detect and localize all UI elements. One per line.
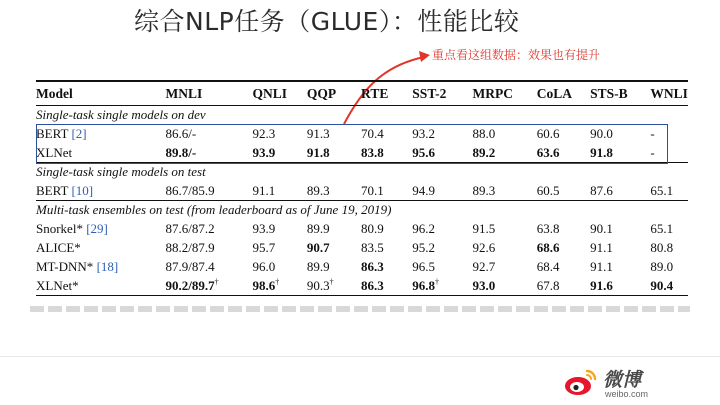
- score-value: 89.9: [306, 221, 330, 236]
- score-value: 98.6: [252, 278, 276, 293]
- score-cell: [412, 257, 472, 276]
- score-cell: [650, 238, 688, 257]
- section-heading: Multi-task ensembles on test (from leaderboard as of June 19, 2019): [36, 202, 392, 217]
- score-value: 92.6: [472, 240, 496, 255]
- score-cell: [361, 219, 412, 238]
- score-cell: [650, 276, 688, 296]
- caption-cutoff: [30, 306, 690, 312]
- score-cell: [537, 276, 590, 296]
- score-value: -: [650, 126, 655, 141]
- score-value: -: [650, 145, 655, 160]
- table-header-row: [36, 81, 688, 106]
- score-cell: [166, 257, 253, 276]
- score-cell: [412, 238, 472, 257]
- score-value: 90.0: [590, 126, 613, 141]
- column-header: RTE: [361, 86, 389, 101]
- section-ensembles: [36, 201, 688, 296]
- score-cell: [252, 238, 306, 257]
- section-heading-row: [36, 163, 688, 182]
- column-header: QQP: [306, 86, 337, 101]
- score-value: 90.7: [306, 240, 330, 255]
- score-cell: [537, 257, 590, 276]
- model-name: BERT: [36, 126, 72, 141]
- score-cell: [307, 181, 361, 201]
- score-value: 91.1: [590, 259, 613, 274]
- score-cell: [472, 219, 536, 238]
- score-value: 86.7/85.9: [165, 183, 215, 198]
- score-value: 70.1: [361, 183, 384, 198]
- model-name-cell: [36, 257, 166, 276]
- score-value: 90.3: [306, 278, 330, 293]
- section-heading: Single-task single models on test: [36, 164, 206, 179]
- score-value: 89.0: [650, 259, 674, 274]
- dagger-mark: †: [329, 277, 334, 287]
- score-cell: [650, 181, 688, 201]
- column-header: SST-2: [412, 86, 447, 101]
- score-value: 63.8: [536, 221, 560, 236]
- table-row: [36, 238, 688, 257]
- weibo-url: weibo.com: [605, 389, 649, 399]
- highlight-box: [36, 124, 668, 164]
- score-cell: [590, 276, 650, 296]
- score-value: 68.4: [536, 259, 560, 274]
- table-row: [36, 219, 688, 238]
- score-cell: [166, 181, 253, 201]
- slide-title: 综合NLP任务（GLUE）：性能比较: [134, 7, 520, 36]
- score-cell: [537, 181, 590, 201]
- score-cell: [307, 238, 361, 257]
- score-value: 86.6/-: [165, 126, 197, 141]
- score-value: 91.5: [472, 221, 496, 236]
- score-value: 95.6: [412, 145, 436, 160]
- score-value: 68.6: [536, 240, 560, 255]
- score-value: 91.8: [306, 145, 330, 160]
- score-cell: [252, 181, 306, 201]
- annotation-note: 重点看这组数据：效果也有提升: [432, 48, 601, 62]
- score-value: 91.1: [590, 240, 613, 255]
- score-value: 88.2/87.9: [165, 240, 215, 255]
- score-cell: [590, 257, 650, 276]
- score-cell: [650, 257, 688, 276]
- citation-link[interactable]: [18]: [96, 259, 119, 274]
- score-value: 80.8: [650, 240, 674, 255]
- score-value: 92.7: [472, 259, 496, 274]
- score-cell: [307, 219, 361, 238]
- score-value: 91.1: [252, 183, 276, 198]
- score-value: 90.1: [590, 221, 613, 236]
- score-cell: [590, 181, 650, 201]
- score-cell: [472, 181, 536, 201]
- score-value: 95.7: [252, 240, 276, 255]
- table-row: [36, 276, 688, 296]
- score-value: 89.2: [472, 145, 496, 160]
- score-value: 94.9: [412, 183, 436, 198]
- score-cell: [472, 257, 536, 276]
- score-value: 93.9: [252, 145, 276, 160]
- score-value: 90.2/89.7: [165, 278, 215, 293]
- model-name: MT-DNN*: [36, 259, 97, 274]
- model-name-cell: [36, 238, 166, 257]
- model-name: XLNet*: [36, 278, 79, 293]
- score-cell: [412, 181, 472, 201]
- score-value: 86.3: [361, 278, 384, 293]
- score-value: 96.5: [412, 259, 436, 274]
- dagger-mark: †: [435, 277, 440, 287]
- score-cell: [472, 238, 536, 257]
- model-name-cell: [36, 276, 166, 296]
- score-value: 96.0: [252, 259, 276, 274]
- table-row: [36, 181, 688, 201]
- footer-divider: [0, 356, 720, 357]
- score-value: 87.6/87.2: [165, 221, 215, 236]
- score-value: 90.4: [650, 278, 674, 293]
- score-value: 93.2: [412, 126, 436, 141]
- score-cell: [361, 257, 412, 276]
- score-value: 80.9: [361, 221, 384, 236]
- score-cell: [166, 219, 253, 238]
- table-row: [36, 257, 688, 276]
- weibo-logo-icon: [563, 367, 597, 397]
- column-header: CoLA: [536, 86, 572, 101]
- score-cell: [537, 219, 590, 238]
- score-cell: [307, 276, 361, 296]
- column-header: MNLI: [165, 86, 203, 101]
- score-cell: [650, 219, 688, 238]
- weibo-watermark: [563, 365, 713, 403]
- score-value: 89.9: [306, 259, 330, 274]
- score-value: 95.2: [412, 240, 436, 255]
- score-value: 70.4: [361, 126, 384, 141]
- score-value: 65.1: [650, 221, 674, 236]
- dagger-mark: †: [214, 277, 219, 287]
- score-value: 67.8: [536, 278, 560, 293]
- score-value: 87.9/87.4: [165, 259, 215, 274]
- weibo-name: 微博: [603, 369, 642, 391]
- citation-link[interactable]: [2]: [71, 126, 87, 141]
- column-header: QNLI: [252, 86, 287, 101]
- glue-results-table: [36, 80, 688, 296]
- score-value: 89.8/-: [165, 145, 197, 160]
- score-value: 60.6: [536, 126, 560, 141]
- section-heading-row: [36, 106, 688, 125]
- dagger-mark: †: [275, 277, 280, 287]
- score-cell: [590, 219, 650, 238]
- score-value: 60.5: [536, 183, 560, 198]
- model-name-cell: [36, 181, 166, 201]
- score-value: 91.6: [590, 278, 613, 293]
- column-header: STS-B: [590, 86, 628, 101]
- score-cell: [252, 257, 306, 276]
- column-header: Model: [36, 86, 73, 101]
- score-cell: [307, 257, 361, 276]
- score-value: 63.6: [536, 145, 560, 160]
- score-cell: [361, 238, 412, 257]
- score-value: 91.8: [590, 145, 613, 160]
- model-name-cell: [36, 219, 166, 238]
- score-cell: [252, 276, 306, 296]
- score-value: 89.3: [472, 183, 496, 198]
- score-cell: [537, 238, 590, 257]
- model-name: ALICE*: [36, 240, 81, 255]
- section-heading-row: [36, 201, 688, 220]
- citation-link[interactable]: [29]: [86, 221, 108, 236]
- model-name: XLNet: [36, 145, 73, 160]
- score-cell: [166, 276, 253, 296]
- model-name: Snorkel*: [36, 221, 87, 236]
- score-cell: [252, 219, 306, 238]
- section-heading: Single-task single models on dev: [36, 107, 206, 122]
- score-value: 87.6: [590, 183, 613, 198]
- model-name: BERT: [36, 183, 72, 198]
- score-value: 96.8: [412, 278, 436, 293]
- score-value: 83.8: [361, 145, 384, 160]
- citation-link[interactable]: [10]: [71, 183, 94, 198]
- score-value: 86.3: [361, 259, 384, 274]
- score-value: 91.3: [306, 126, 330, 141]
- score-cell: [166, 238, 253, 257]
- score-cell: [412, 219, 472, 238]
- score-value: 93.0: [472, 278, 496, 293]
- score-value: 96.2: [412, 221, 436, 236]
- section-test: [36, 163, 688, 201]
- column-header: WNLI: [650, 86, 688, 101]
- score-cell: [361, 181, 412, 201]
- score-cell: [361, 276, 412, 296]
- column-header: MRPC: [472, 86, 513, 101]
- score-value: 89.3: [306, 183, 330, 198]
- score-value: 88.0: [472, 126, 496, 141]
- score-value: 92.3: [252, 126, 276, 141]
- score-value: 83.5: [361, 240, 384, 255]
- score-cell: [472, 276, 536, 296]
- score-value: 65.1: [650, 183, 674, 198]
- score-cell: [590, 238, 650, 257]
- score-value: 93.9: [252, 221, 276, 236]
- score-cell: [412, 276, 472, 296]
